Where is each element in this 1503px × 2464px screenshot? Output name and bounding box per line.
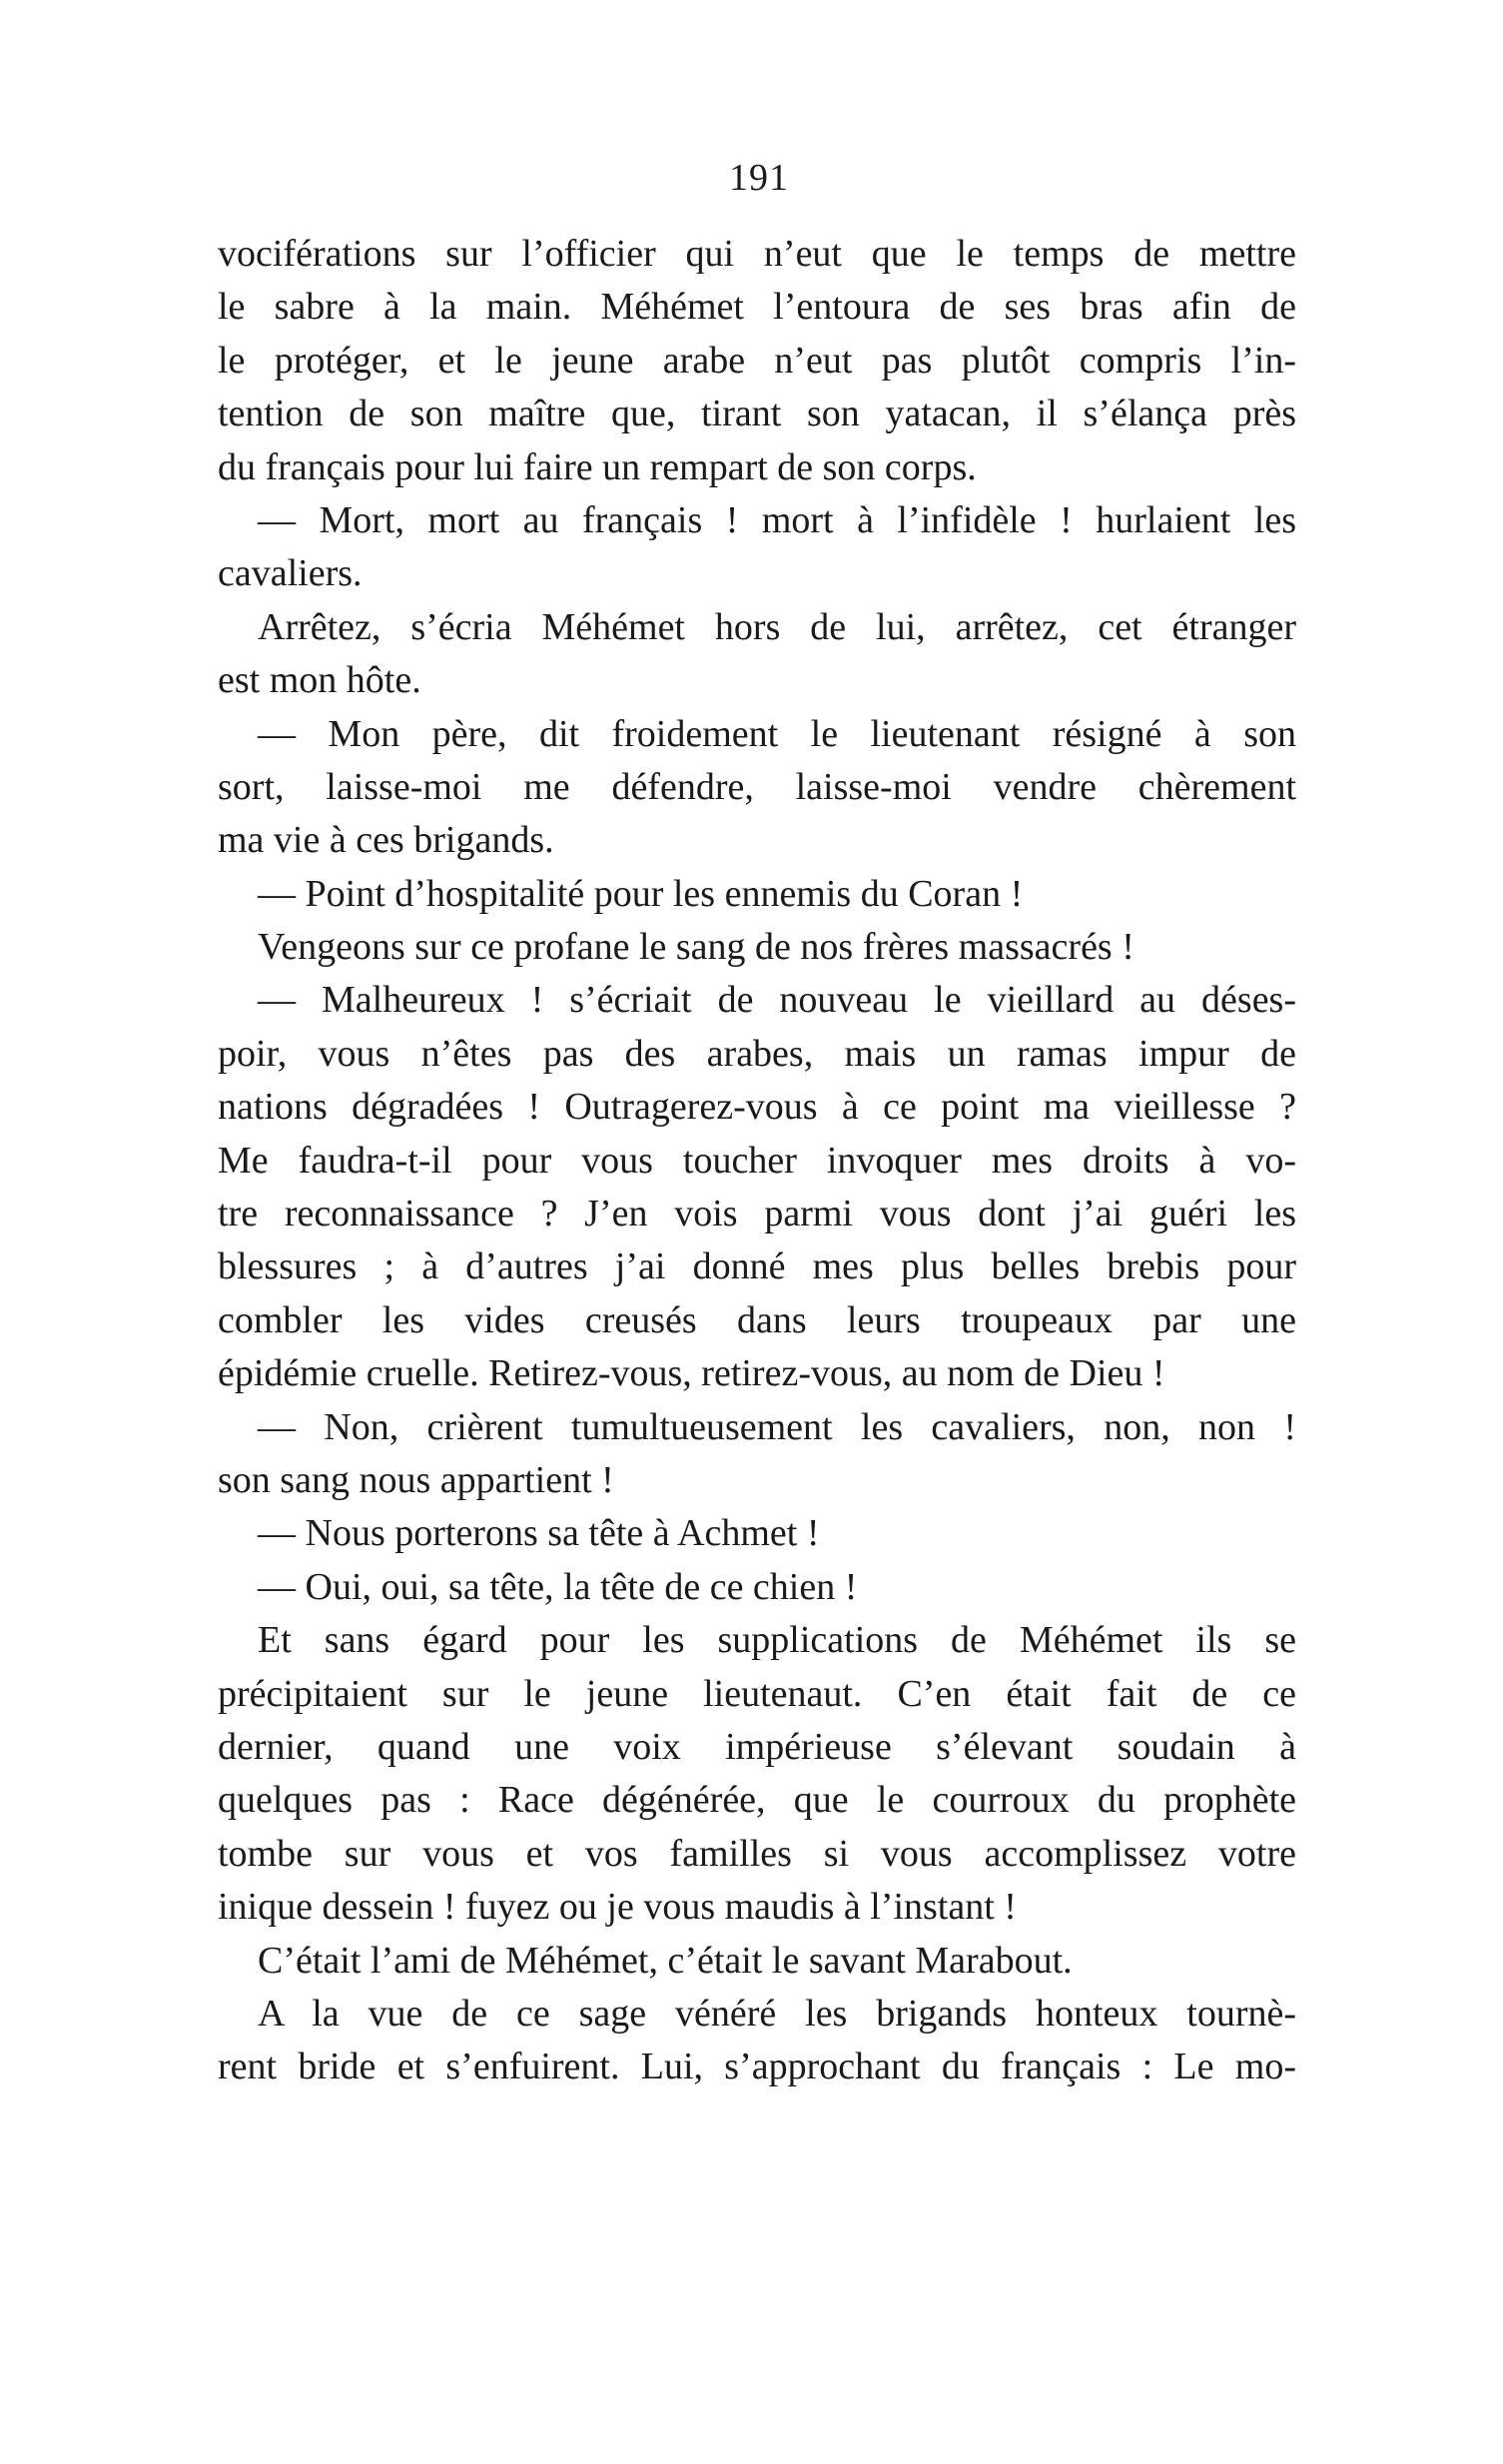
text-line: Me faudra-t-il pour vous toucher invoquer mes droits à vo- [218,1139,1296,1182]
text-line: inique dessein ! fuyez ou je vous maudis à l’instant ! [218,1886,1017,1929]
text-line: Arrêtez, s’écria Méhémet hors de lui, arrêtez, cet étranger [258,605,1296,648]
text-line: le sabre à la main. Méhémet l’entoura de ses bras afin de [218,286,1296,329]
text-line: cavaliers. [218,552,363,595]
body-text [218,228,1296,2094]
text-line: tention de son maître que, tirant son yatacan, il s’élança près [218,393,1296,435]
text-line: — Mort, mort au français ! mort à l’infidèle ! hurlaient les [258,498,1296,541]
text-line: A la vue de ce sage vénéré les brigands honteux tournè- [258,1992,1296,2035]
text-line: blessures ; à d’autres j’ai donné mes plus belles brebis pour [218,1245,1296,1288]
text-line: tre reconnaissance ? J’en vois parmi vous dont j’ai guéri les [218,1193,1296,1235]
text-line: C’était l’ami de Méhémet, c’était le savant Marabout. [258,1939,1073,1982]
text-line: — Non, crièrent tumultueusement les cavaliers, non, non ! [258,1405,1296,1448]
page-number: 191 [729,157,789,199]
text-line: vociférations sur l’officier qui n’eut que le temps de mettre [218,233,1296,275]
text-line: Vengeons sur ce profane le sang de nos frères massacrés ! [258,926,1134,969]
text-line: dernier, quand une voix impérieuse s’élevant soudain à [218,1725,1296,1768]
text-line: — Nous porterons sa tête à Achmet ! [258,1512,820,1555]
text-line: précipitaient sur le jeune lieutenaut. C’en était fait de ce [218,1672,1296,1715]
text-line: — Mon père, dit froidement le lieutenant résigné à son [258,712,1296,755]
text-line: combler les vides creusés dans leurs troupeaux par une [218,1298,1296,1341]
text-line: tombe sur vous et vos familles si vous accomplissez votre [218,1832,1296,1875]
text-line: est mon hôte. [218,659,421,702]
text-line: quelques pas : Race dégénérée, que le courroux du prophète [218,1779,1296,1822]
text-line: ma vie à ces brigands. [218,819,554,862]
text-line: poir, vous n’êtes pas des arabes, mais un ramas impur de [218,1032,1296,1075]
text-line: rent bride et s’enfuirent. Lui, s’approchant du français : Le mo- [218,2046,1296,2088]
text-line: — Point d’hospitalité pour les ennemis du Coran ! [258,872,1024,915]
text-line: Et sans égard pour les supplications de Méhémet ils se [258,1619,1296,1662]
text-line: son sang nous appartient ! [218,1458,614,1501]
text-line: du français pour lui faire un rempart de son corps. [218,445,977,488]
text-line: le protéger, et le jeune arabe n’eut pas plutôt compris l’in- [218,339,1296,382]
text-line: — Malheureux ! s’écriait de nouveau le vieillard au déses- [258,979,1296,1022]
text-line: — Oui, oui, sa tête, la tête de ce chien ! [258,1565,858,1608]
text-line: épidémie cruelle. Retirez-vous, retirez-vous, au nom de Dieu ! [218,1352,1165,1395]
text-line: sort, laisse-moi me défendre, laisse-moi vendre chèrement [218,765,1296,808]
text-line: nations dégradées ! Outragerez-vous à ce point ma vieillesse ? [218,1086,1296,1129]
